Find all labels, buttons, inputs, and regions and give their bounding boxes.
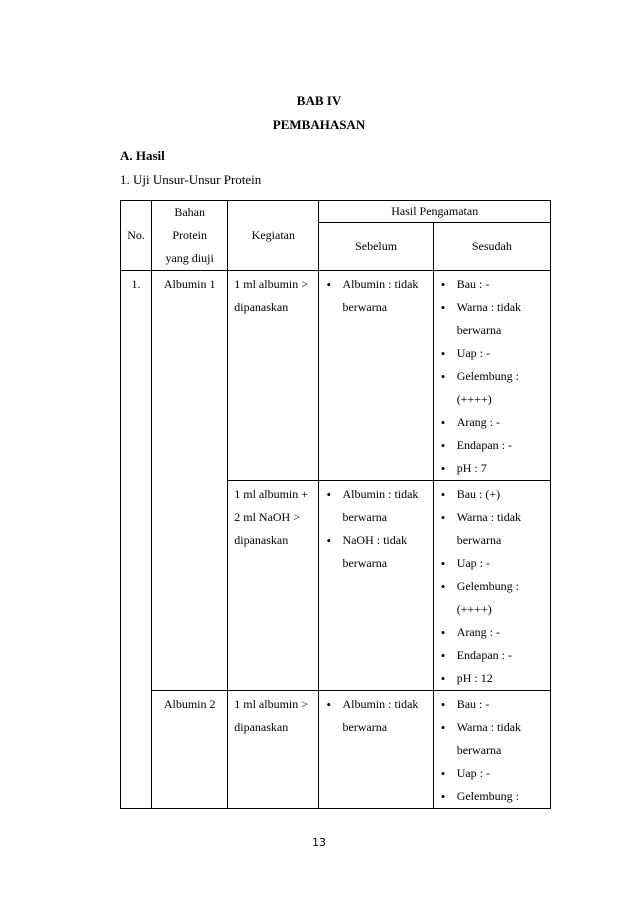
kegiatan-line: 1 ml albumin >: [234, 277, 308, 291]
cell-kegiatan: [228, 271, 319, 481]
cell-sebelum: [319, 691, 433, 809]
header-kegiatan: Kegiatan: [228, 201, 319, 271]
list-item: • Uap : -: [440, 342, 548, 365]
list-item: • Arang : -: [440, 621, 548, 644]
table-row: [121, 271, 551, 481]
list-item: • Warna : tidak berwarna: [440, 506, 548, 552]
header-sebelum: Sebelum: [319, 222, 433, 270]
cell-bahan: Albumin 2: [152, 691, 228, 809]
kegiatan-line: dipanaskan: [234, 300, 289, 314]
list-item: • Bau : -: [440, 693, 548, 716]
header-hasil: Hasil Pengamatan: [319, 201, 551, 223]
cell-bahan: Albumin 1: [152, 271, 228, 691]
cell-sesudah: [433, 691, 550, 809]
header-sesudah: Sesudah: [433, 222, 550, 270]
list-item: • Warna : tidak berwarna: [440, 716, 548, 762]
list-item: • Gelembung : (++++): [440, 365, 548, 411]
list-item: • Endapan : -: [440, 644, 548, 667]
chapter-title: PEMBAHASAN: [272, 117, 366, 132]
list-item: • pH : 7: [440, 457, 548, 480]
list-item: • Endapan : -: [440, 434, 548, 457]
header-bahan-line3: yang diuji: [165, 251, 214, 265]
cell-sesudah: [433, 271, 550, 481]
header-no: No.: [121, 201, 152, 271]
list-item: • Gelembung : (++++): [440, 575, 548, 621]
kegiatan-line: 2 ml NaOH >: [234, 510, 300, 524]
list-item: • Warna : tidak berwarna: [440, 296, 548, 342]
list-item: • Albumin : tidak berwarna: [325, 483, 430, 529]
list-item: • NaOH : tidak berwarna: [325, 529, 430, 575]
table-row: [121, 691, 551, 809]
list-item: • Uap : -: [440, 552, 548, 575]
cell-no: 1.: [121, 271, 152, 809]
cell-kegiatan: [228, 691, 319, 809]
cell-sesudah: [433, 481, 550, 691]
list-item: • Arang : -: [440, 411, 548, 434]
list-item: • Albumin : tidak berwarna: [325, 273, 430, 319]
list-item: • Uap : -: [440, 762, 548, 785]
cell-sebelum: [319, 481, 433, 691]
header-bahan-line2: Protein: [172, 228, 207, 242]
header-bahan: [152, 201, 228, 271]
section-title: A. Hasil: [120, 148, 165, 163]
list-item: • Bau : -: [440, 273, 548, 296]
kegiatan-line: 1 ml albumin >: [234, 697, 308, 711]
cell-kegiatan: [228, 481, 319, 691]
header-bahan-line1: Bahan: [174, 205, 205, 219]
cell-sebelum: [319, 271, 433, 481]
page-number: 13: [312, 836, 326, 849]
results-table: [120, 200, 551, 809]
list-item: • pH : 12: [440, 667, 548, 690]
kegiatan-line: dipanaskan: [234, 533, 289, 547]
list-item: • Albumin : tidak berwarna: [325, 693, 430, 739]
list-item: • Gelembung :: [440, 785, 548, 808]
subsection-title: 1. Uji Unsur-Unsur Protein: [120, 172, 262, 187]
list-item: • Bau : (+): [440, 483, 548, 506]
chapter-heading: BAB IV: [296, 93, 342, 108]
kegiatan-line: 1 ml albumin +: [234, 487, 308, 501]
kegiatan-line: dipanaskan: [234, 720, 289, 734]
